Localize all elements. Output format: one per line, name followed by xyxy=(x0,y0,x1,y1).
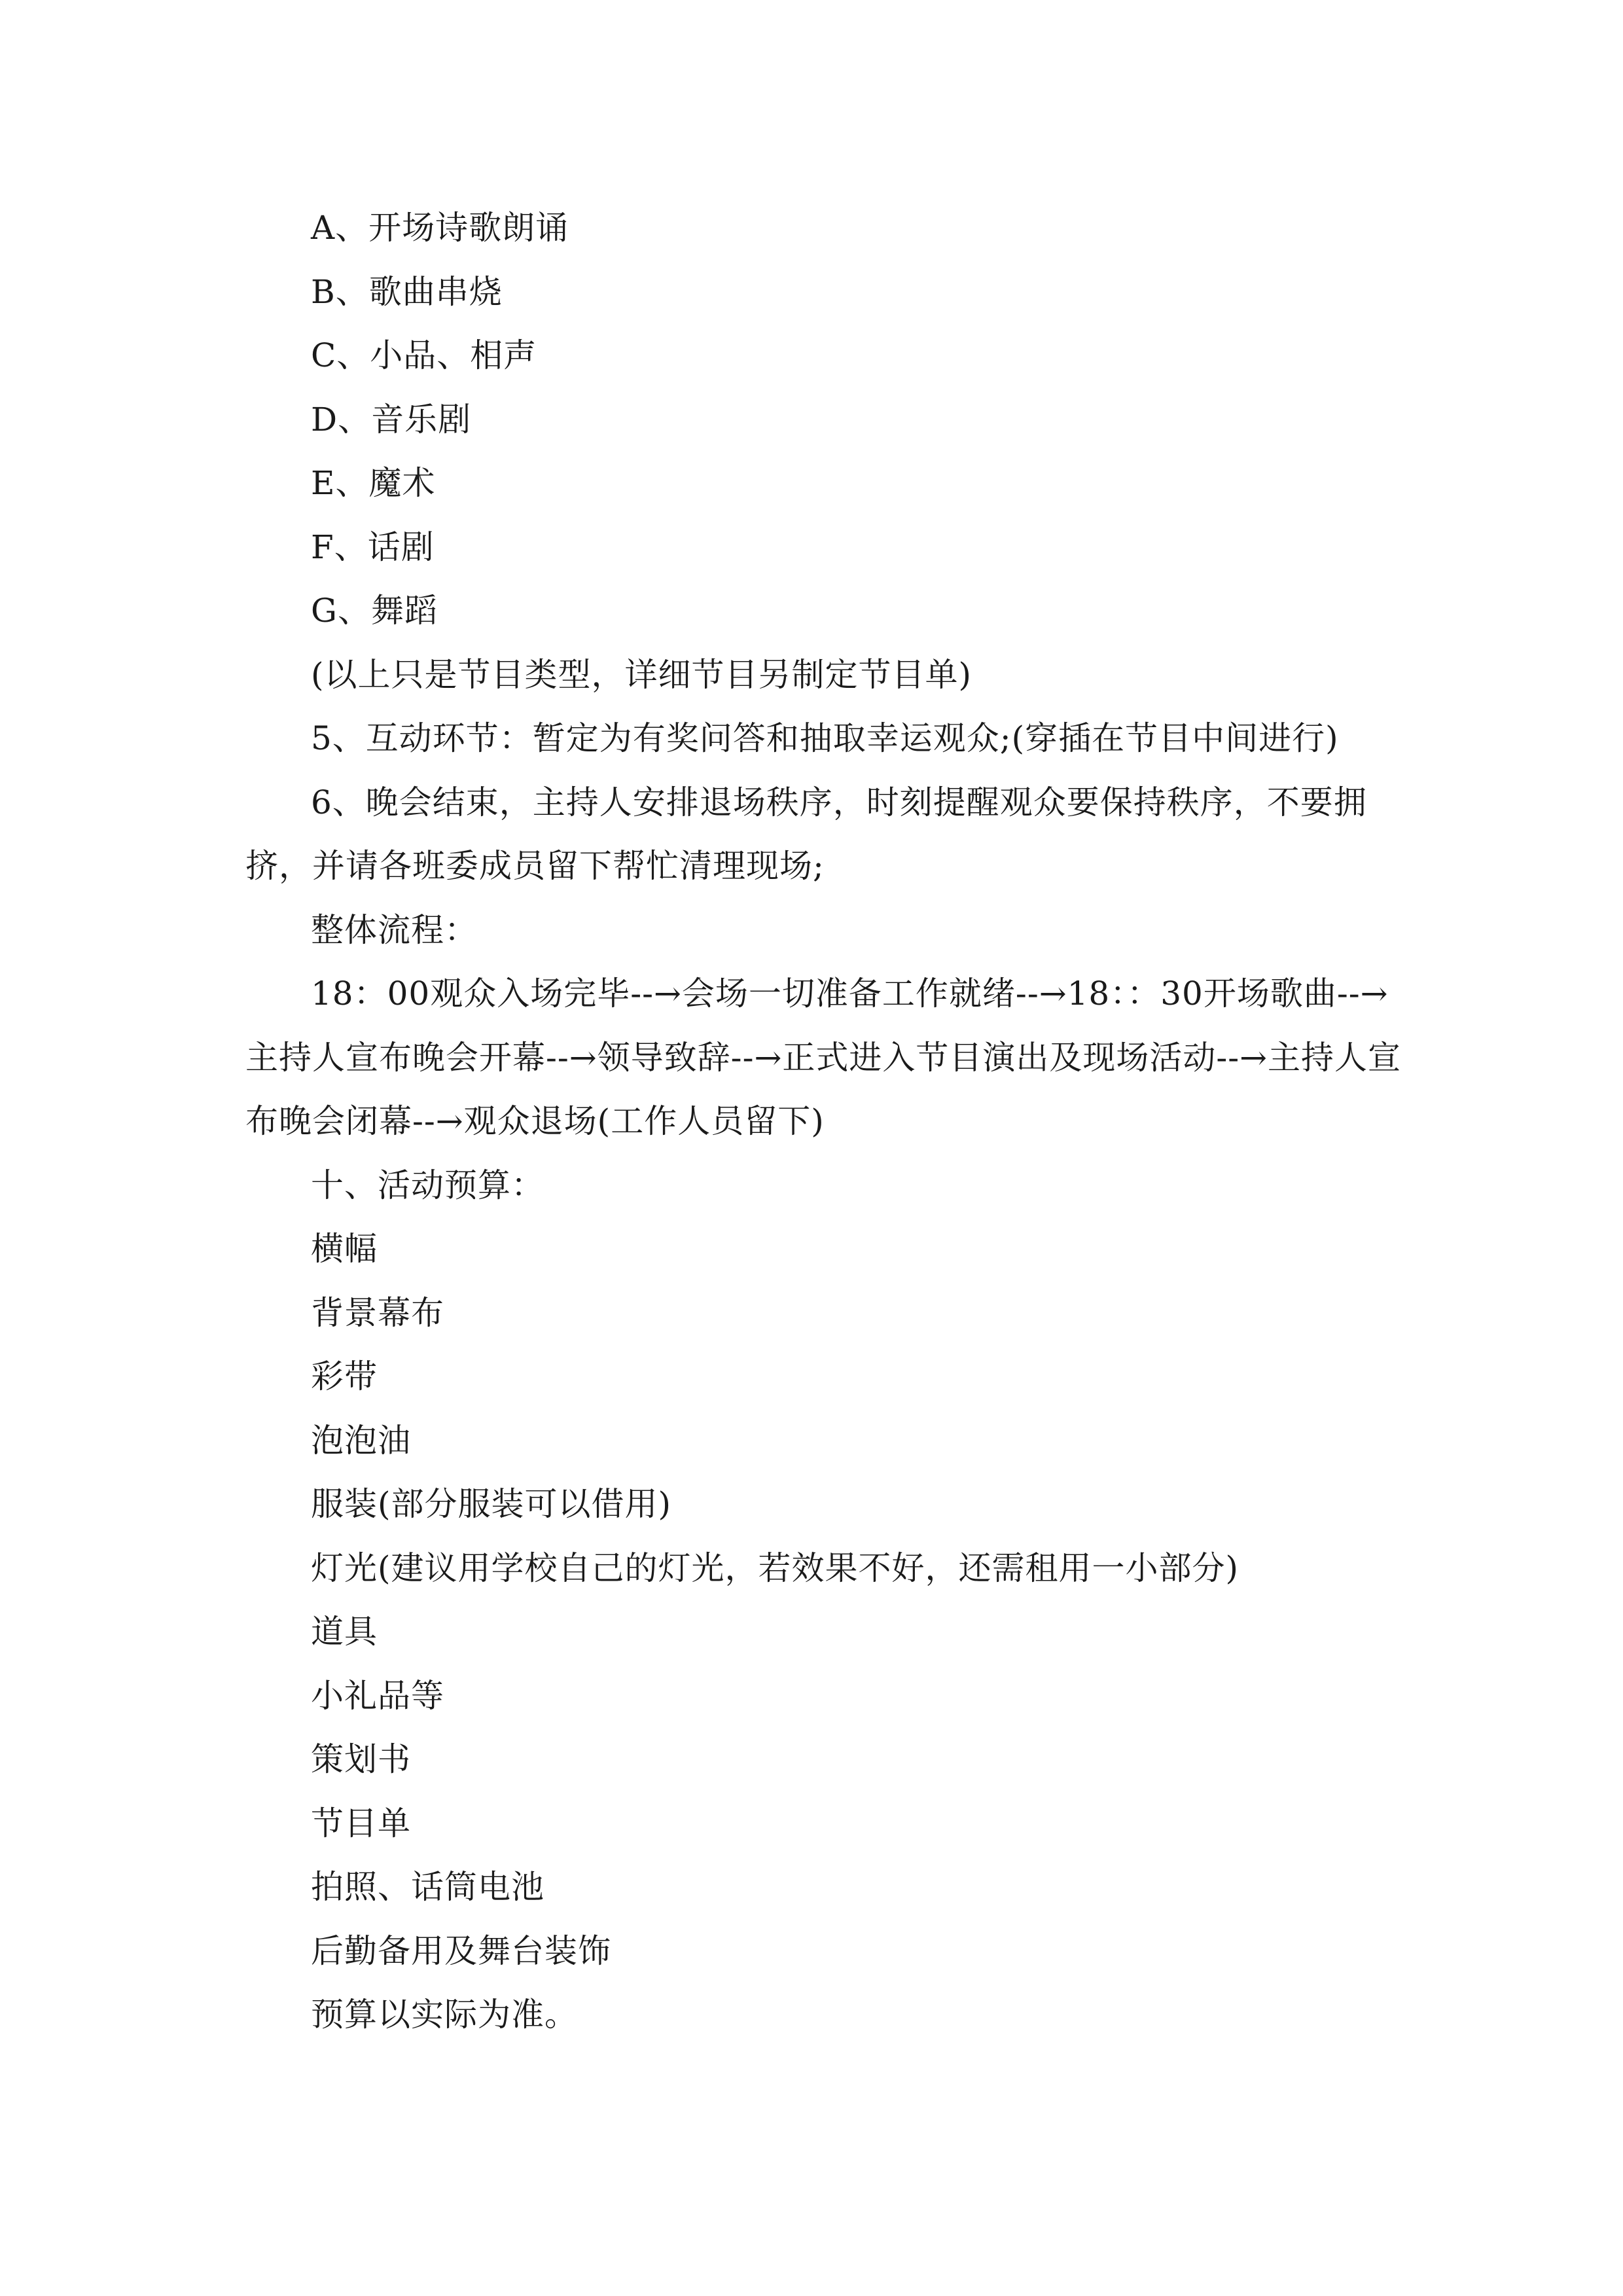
document-body xyxy=(245,196,1410,2047)
budget-item: 拍照、话筒电池 xyxy=(311,1868,544,1906)
program-type-e: E、魔术 xyxy=(311,464,436,502)
budget-item: 横幅 xyxy=(311,1230,378,1268)
interaction-section: 5、互动环节：暂定为有奖问答和抽取幸运观众;(穿插在节目中间进行) xyxy=(311,719,1339,757)
budget-item: 道具 xyxy=(311,1613,378,1651)
program-type-b: B、歌曲串烧 xyxy=(311,272,503,311)
budget-note: 预算以实际为准。 xyxy=(311,1996,578,2034)
program-type-f: F、话剧 xyxy=(311,528,435,566)
budget-title: 十、活动预算： xyxy=(311,1166,544,1204)
budget-item: 节目单 xyxy=(311,1804,411,1842)
flow-title: 整体流程： xyxy=(311,910,478,949)
budget-item: 小礼品等 xyxy=(311,1676,444,1715)
ending-paragraph: 6、晚会结束，主持人安排退场秩序，时刻提醒观众要保持秩序，不要拥挤，并请各班委成员留下帮忙清理现场; xyxy=(245,783,1367,885)
program-note: (以上只是节目类型，详细节目另制定节目单) xyxy=(311,655,972,694)
program-type-g: G、舞蹈 xyxy=(311,592,438,630)
budget-item: 背景幕布 xyxy=(311,1293,444,1332)
budget-item: 服装(部分服装可以借用) xyxy=(311,1485,672,1523)
budget-item: 策划书 xyxy=(311,1740,411,1778)
budget-item: 灯光(建议用学校自己的灯光，若效果不好，还需租用一小部分) xyxy=(311,1549,1240,1587)
budget-item: 泡泡油 xyxy=(311,1421,411,1460)
budget-item: 彩带 xyxy=(311,1357,378,1395)
budget-item: 后勤备用及舞台装饰 xyxy=(311,1931,611,1970)
program-type-d: D、音乐剧 xyxy=(311,400,472,439)
flow-paragraph: 18：00观众入场完毕--→会场一切准备工作就绪--→18：：30开场歌曲--→主持人宣布晚会开幕--→领导致辞--→正式进入节目演出及现场活动--→主持人宣布晚会闭幕--→观众退场(工作人员留下) xyxy=(245,975,1402,1140)
program-type-c: C、小品、相声 xyxy=(311,336,537,374)
program-type-a: A、开场诗歌朗诵 xyxy=(311,209,569,247)
